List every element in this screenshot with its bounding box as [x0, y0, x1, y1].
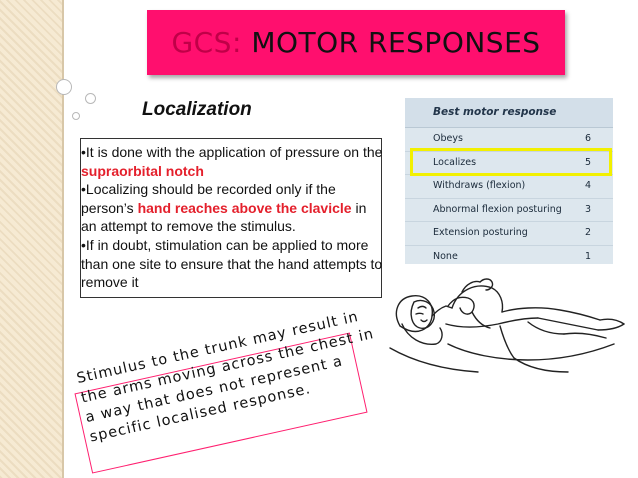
table-row: Extension posturing 2 — [405, 222, 613, 246]
table-row: Abnormal flexion posturing 3 — [405, 199, 613, 223]
decorative-circle-small — [85, 93, 96, 104]
slide-title-bar — [147, 10, 565, 75]
decorative-stripe — [0, 0, 62, 478]
note-text: Stimulus to the trunk may result in the arms moving across the chest in a way that does not represent a specific localised response. — [75, 308, 376, 446]
localizes-highlight-box — [410, 148, 612, 176]
decorative-circle-large — [56, 79, 72, 95]
stripe-divider — [62, 0, 64, 478]
decorative-circle-tiny — [72, 112, 80, 120]
gcs-motor-table — [405, 98, 613, 264]
table-header: Best motor response — [405, 98, 613, 128]
score-value: 3 — [585, 203, 592, 215]
score-value: 4 — [585, 180, 592, 191]
emphasis-text: supraorbital notch — [81, 162, 204, 179]
bullet-list — [81, 143, 384, 292]
emphasis-text: hand reaches above the clavicle — [137, 199, 352, 216]
table-row: Localizes 5 — [405, 152, 613, 176]
title-prefix: GCS: — [171, 26, 242, 59]
table-row: Withdraws (flexion) 4 — [405, 175, 613, 199]
slide-subtitle: Localization — [142, 99, 252, 120]
bullet-item: •It is done with the application of pressure on the supraorbital notch — [81, 144, 383, 179]
score-value: 1 — [585, 250, 592, 262]
bullet-item: •If in doubt, stimulation can be applied to more than one site to ensure that the hand attempts to remove it — [81, 236, 383, 291]
score-value: 6 — [585, 133, 592, 144]
score-value: 2 — [585, 227, 592, 238]
title-main: MOTOR RESPONSES — [251, 26, 541, 59]
patient-localizing-illustration — [388, 268, 633, 380]
score-value: 5 — [585, 156, 592, 168]
table-row: None 1 — [405, 246, 613, 269]
slide-title — [171, 26, 540, 59]
bullet-item: •Localizing should be recorded only if the person’s hand reaches above the clavicle in an attempt to remove the stimulus. — [81, 181, 367, 235]
table-row: Obeys 6 — [405, 128, 613, 152]
